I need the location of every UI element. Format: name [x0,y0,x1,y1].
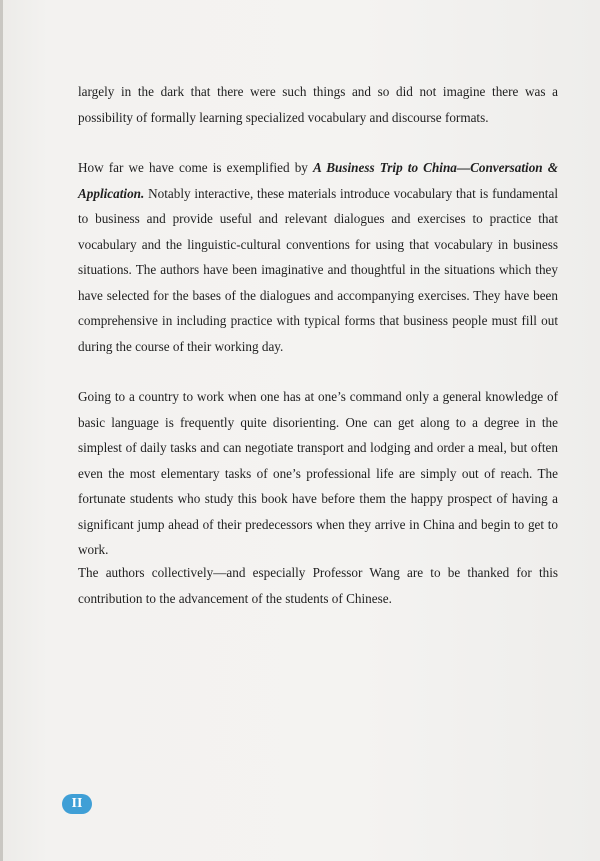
page-number-badge: II [62,794,92,814]
paragraph-4 [78,560,558,611]
paragraph-3-text: Going to a country to work when one has at one’s command only a general knowledge of basic language is frequently quite disorienting. One can get along to a degree in the simplest of daily tasks and can negotiate transport and lodging and order a meal, but often even the most elementary tasks of one’s professional life are simply out of reach. The fortunate students who study this book have before them the happy prospect of having a significant jump ahead of their predecessors when they arrive in China and begin to get to work. [78,389,558,557]
paragraph-2-rest: Notably interactive, these materials introduce vocabulary that is fundamental to business and provide useful and relevant dialogues and exercises to practice that vocabulary and the linguistic-cultural conventions for using that vocabulary in business situations. The authors have been imaginative and thoughtful in the situations which they have selected for the bases of the dialogues and accompanying exercises. They have been comprehensive in including practice with typical forms that business people must fill out during the course of their working day. [78,185,558,354]
paragraph-1-text: largely in the dark that there were such things and so did not imagine there was a possibility of formally learning specialized vocabulary and discourse formats. [78,84,558,125]
paragraph-2-body [78,155,558,359]
paragraph-3 [78,384,558,563]
paragraph-1 [78,79,558,130]
paragraph-2-lead: How far we have come is exemplified by [78,160,314,175]
page-binding-edge [0,0,3,861]
paragraph-4-text: The authors collectively—and especially Professor Wang are to be thanked for this contribution to the advancement of the students of Chinese. [78,565,558,606]
book-title: A Business Trip to China—Conversation & Application. [78,160,558,201]
paragraph-2 [78,155,558,359]
